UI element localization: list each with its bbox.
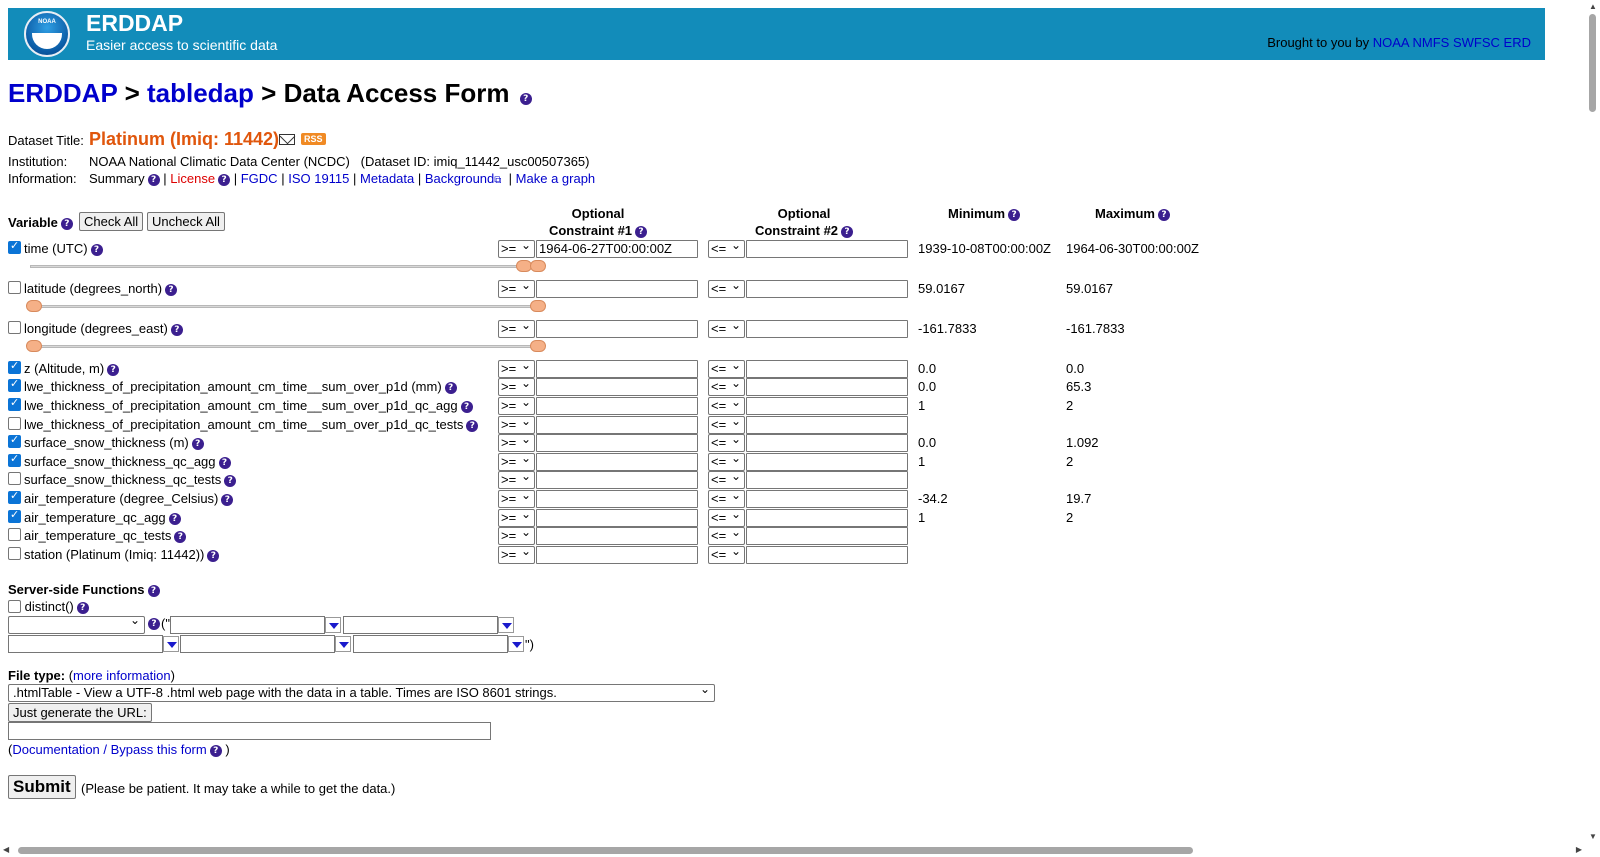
- metadata-link[interactable]: Metadata: [360, 171, 415, 186]
- help-icon[interactable]: ?: [148, 174, 160, 186]
- constraint2-operator-select[interactable]: <= ⌄: [708, 416, 745, 434]
- constraint1-operator-select[interactable]: >= ⌄: [498, 378, 535, 396]
- separator: |: [508, 171, 513, 186]
- variable-name: [24, 510, 181, 525]
- check-all-button[interactable]: Check All: [79, 212, 143, 231]
- latitude-slider[interactable]: [30, 300, 540, 312]
- variable-name-text: lwe_thickness_of_precipitation_amount_cm_time__sum_over_p1d (mm): [24, 379, 442, 394]
- slider-handle-left[interactable]: [26, 300, 42, 312]
- constraint2-header: [744, 205, 864, 239]
- logo-text: NOAA: [38, 19, 56, 25]
- generate-url-button[interactable]: Just generate the URL:: [8, 703, 152, 722]
- distinct-label: distinct(): [24, 599, 74, 614]
- variable-minimum: -34.2: [918, 491, 948, 506]
- slider-handle-right[interactable]: [530, 340, 546, 352]
- variable-name-text: air_temperature_qc_tests: [24, 528, 172, 543]
- dataset-title: Platinum (Imiq: 11442): [89, 129, 280, 149]
- help-icon[interactable]: ?: [148, 618, 160, 630]
- license-link[interactable]: License: [170, 171, 216, 186]
- variable-row: [8, 490, 1248, 508]
- open-paren: (": [161, 616, 170, 631]
- variable-row: [8, 360, 1248, 378]
- help-icon[interactable]: ?: [192, 438, 204, 450]
- variable-maximum: 0.0: [1066, 361, 1085, 376]
- variable-name: [24, 361, 119, 376]
- constraint2-operator-select[interactable]: <= ⌄: [708, 240, 745, 258]
- constraint2-operator-select[interactable]: <= ⌄: [708, 360, 745, 378]
- variable-minimum: 0.0: [918, 435, 937, 450]
- help-icon[interactable]: ?: [107, 364, 119, 376]
- help-icon[interactable]: ?: [174, 531, 186, 543]
- variable-row: [8, 509, 1248, 527]
- slider-track: [30, 265, 540, 268]
- variable-maximum: 2: [1066, 510, 1074, 525]
- summary-label: Summary: [89, 171, 145, 186]
- constraint2-input[interactable]: [746, 453, 908, 471]
- constraint2-operator-select[interactable]: <= ⌄: [708, 434, 745, 452]
- variable-maximum: 1.092: [1066, 435, 1099, 450]
- link-erd[interactable]: ERD: [1503, 35, 1531, 50]
- fgdc-link[interactable]: FGDC: [240, 171, 278, 186]
- breadcrumb-sep: >: [124, 78, 140, 108]
- institution-name: NOAA National Climatic Data Center (NCDC): [89, 154, 350, 169]
- help-icon[interactable]: ?: [1008, 209, 1020, 221]
- constraint2-header-line2: Constraint #2: [754, 223, 839, 238]
- constraint1-input[interactable]: [536, 280, 698, 298]
- help-icon[interactable]: ?: [219, 457, 231, 469]
- function-arg-3[interactable]: [8, 635, 163, 653]
- constraint2-operator-select[interactable]: <= ⌄: [708, 509, 745, 527]
- variable-row: [8, 416, 1248, 434]
- scrollbar-thumb[interactable]: [1589, 14, 1596, 112]
- close-paren: "): [525, 637, 534, 652]
- variable-maximum: 2: [1066, 454, 1074, 469]
- constraint1-operator-select[interactable]: >= ⌄: [498, 471, 535, 489]
- app-subtitle: Easier access to scientific data: [86, 37, 278, 53]
- constraint1-operator-select[interactable]: >= ⌄: [498, 280, 535, 298]
- longitude-slider[interactable]: [30, 340, 540, 352]
- variable-name: [24, 321, 183, 336]
- help-icon[interactable]: ?: [207, 550, 219, 562]
- dropdown-arrow-icon[interactable]: [335, 636, 351, 652]
- file-type-row: File type: (more information): [8, 668, 175, 683]
- variable-row: [8, 240, 1248, 258]
- constraint1-operator-select[interactable]: >= ⌄: [498, 509, 535, 527]
- link-noaa[interactable]: NOAA: [1372, 35, 1409, 50]
- constraint2-input[interactable]: [746, 360, 908, 378]
- constraint1-input[interactable]: [536, 471, 698, 489]
- variable-name-text: lwe_thickness_of_precipitation_amount_cm_time__sum_over_p1d_qc_tests: [24, 417, 464, 432]
- variable-name-text: station (Platinum (Imiq: 11442)): [24, 547, 205, 562]
- variable-checkbox[interactable]: [8, 491, 21, 504]
- submit-button[interactable]: Submit: [8, 775, 76, 799]
- constraint2-operator-select[interactable]: <= ⌄: [708, 378, 745, 396]
- variable-checkbox[interactable]: [8, 472, 21, 485]
- constraint2-input[interactable]: [746, 527, 908, 545]
- constraint1-input[interactable]: [536, 527, 698, 545]
- minimum-header: [948, 205, 1020, 222]
- constraint1-operator-select[interactable]: >= ⌄: [498, 453, 535, 471]
- scroll-left-icon[interactable]: ◀: [3, 845, 10, 854]
- variable-minimum: 1939-10-08T00:00:00Z: [918, 241, 1051, 256]
- help-icon[interactable]: ?: [461, 401, 473, 413]
- constraint2-header-line1: Optional: [777, 206, 831, 221]
- constraint1-input[interactable]: [536, 490, 698, 508]
- constraint1-input[interactable]: [536, 378, 698, 396]
- minimum-label: Minimum: [948, 206, 1006, 221]
- app-title: ERDDAP: [86, 10, 184, 36]
- separator: |: [353, 171, 357, 186]
- variable-minimum: -161.7833: [918, 321, 977, 336]
- constraint2-operator-select[interactable]: <= ⌄: [708, 397, 745, 415]
- slider-track: [30, 305, 540, 308]
- help-icon[interactable]: ?: [841, 226, 853, 238]
- help-icon[interactable]: ?: [218, 174, 230, 186]
- information-links: [89, 171, 595, 186]
- variable-name-text: latitude (degrees_north): [24, 281, 163, 296]
- variable-minimum: 59.0167: [918, 281, 965, 296]
- institution-value: [89, 154, 590, 169]
- variable-name: [24, 281, 177, 296]
- help-icon[interactable]: ?: [221, 494, 233, 506]
- constraint1-operator-select[interactable]: >= ⌄: [498, 416, 535, 434]
- function-arg-4[interactable]: [180, 635, 335, 653]
- variable-name-text: surface_snow_thickness_qc_tests: [24, 472, 222, 487]
- function-arg-5[interactable]: [353, 635, 508, 653]
- function-select[interactable]: [8, 616, 145, 634]
- variable-minimum: 1: [918, 454, 926, 469]
- scroll-up-icon[interactable]: ▲: [1589, 2, 1597, 11]
- variable-checkbox[interactable]: [8, 241, 21, 254]
- constraint2-input[interactable]: [746, 240, 908, 258]
- constraint1-operator-select[interactable]: >= ⌄: [498, 527, 535, 545]
- variable-name-text: time (UTC): [24, 241, 88, 256]
- variable-name-text: longitude (degrees_east): [24, 321, 168, 336]
- slider-handle-right[interactable]: [530, 260, 546, 272]
- help-icon[interactable]: ?: [165, 284, 177, 296]
- rss-icon[interactable]: RSS: [301, 133, 326, 145]
- separator: |: [281, 171, 285, 186]
- uncheck-all-button[interactable]: Uncheck All: [147, 212, 225, 231]
- variable-checkbox[interactable]: [8, 398, 21, 411]
- constraint1-input[interactable]: [536, 397, 698, 415]
- variable-checkbox[interactable]: [8, 547, 21, 560]
- server-side-label: Server-side Functions: [8, 582, 145, 597]
- institution-label: Institution:: [8, 154, 68, 169]
- variable-row: [8, 453, 1248, 471]
- variable-name: [24, 491, 233, 506]
- dropdown-arrow-icon[interactable]: [163, 636, 179, 652]
- server-side-heading: [8, 582, 160, 597]
- variable-row: [8, 320, 1248, 338]
- variable-name-text: z (Altitude, m): [24, 361, 105, 376]
- constraint2-input[interactable]: [746, 378, 908, 396]
- dropdown-arrow-icon[interactable]: [508, 636, 524, 652]
- horizontal-scrollbar[interactable]: [0, 843, 1600, 857]
- patience-note: (Please be patient. It may take a while to get the data.): [81, 781, 396, 796]
- scrollbar-thumb[interactable]: [18, 847, 1193, 854]
- variable-checkbox[interactable]: [8, 379, 21, 392]
- email-icon[interactable]: [279, 134, 295, 145]
- constraint2-operator-select[interactable]: <= ⌄: [708, 280, 745, 298]
- file-type-select[interactable]: .htmlTable - View a UTF-8 .html web page with the data in a table. Times are ISO 8601 strings. ⌄: [8, 684, 715, 702]
- constraint1-input[interactable]: [536, 453, 698, 471]
- separator: |: [233, 171, 238, 186]
- variable-name-text: surface_snow_thickness_qc_agg: [24, 454, 216, 469]
- variable-name: [24, 528, 186, 543]
- slider-handle-right[interactable]: [530, 300, 546, 312]
- constraint2-input[interactable]: [746, 490, 908, 508]
- variable-name-text: surface_snow_thickness (m): [24, 435, 189, 450]
- variable-name: [24, 472, 236, 487]
- brought-to-you: [1267, 35, 1531, 50]
- separator: |: [417, 171, 422, 186]
- help-icon[interactable]: ?: [466, 420, 478, 432]
- breadcrumb-erddap[interactable]: ERDDAP: [8, 78, 118, 108]
- variable-checkbox[interactable]: [8, 435, 21, 448]
- variable-checkbox[interactable]: [8, 454, 21, 467]
- documentation-row: (Documentation / Bypass this form ? ): [8, 742, 230, 757]
- constraint2-input[interactable]: [746, 471, 908, 489]
- constraint1-operator-select[interactable]: >= ⌄: [498, 434, 535, 452]
- dataset-id: (Dataset ID: imiq_11442_usc00507365): [360, 154, 590, 169]
- scroll-down-icon[interactable]: ▼: [1589, 832, 1597, 841]
- brought-prefix: Brought to you by: [1267, 35, 1370, 50]
- constraint1-operator-select[interactable]: >= ⌄: [498, 240, 535, 258]
- noaa-logo[interactable]: [24, 11, 70, 57]
- variable-maximum: 19.7: [1066, 491, 1092, 506]
- help-icon[interactable]: ?: [520, 93, 532, 105]
- help-icon[interactable]: ?: [445, 382, 457, 394]
- variable-maximum: -161.7833: [1066, 321, 1125, 336]
- variable-header: [8, 214, 73, 231]
- variable-checkbox[interactable]: [8, 510, 21, 523]
- variable-row: [8, 397, 1248, 415]
- distinct-checkbox[interactable]: [8, 600, 21, 613]
- function-arg-1[interactable]: [170, 616, 325, 634]
- help-icon[interactable]: ?: [635, 226, 647, 238]
- variable-row: [8, 471, 1248, 489]
- constraint1-input[interactable]: [536, 434, 698, 452]
- constraint1-operator-select[interactable]: >= ⌄: [498, 397, 535, 415]
- dropdown-arrow-icon[interactable]: [325, 617, 341, 633]
- constraint2-input[interactable]: [746, 546, 908, 564]
- constraint2-operator-select[interactable]: <= ⌄: [708, 527, 745, 545]
- constraint1-input[interactable]: [536, 509, 698, 527]
- constraint1-input[interactable]: [536, 546, 698, 564]
- variable-label: Variable: [8, 215, 58, 230]
- constraint2-input[interactable]: [746, 416, 908, 434]
- variable-checkbox[interactable]: [8, 417, 21, 430]
- variable-maximum: 59.0167: [1066, 281, 1113, 296]
- constraint2-operator-select[interactable]: <= ⌄: [708, 546, 745, 564]
- constraint2-operator-select[interactable]: <= ⌄: [708, 490, 745, 508]
- slider-track: [30, 345, 540, 348]
- help-icon[interactable]: ?: [171, 324, 183, 336]
- constraint1-operator-select[interactable]: >= ⌄: [498, 360, 535, 378]
- constraint2-operator-select[interactable]: <= ⌄: [708, 320, 745, 338]
- constraint2-operator-select[interactable]: <= ⌄: [708, 471, 745, 489]
- breadcrumb: [8, 78, 532, 109]
- variable-checkbox[interactable]: [8, 361, 21, 374]
- page-title: Data Access Form: [283, 78, 510, 108]
- constraint1-operator-select[interactable]: >= ⌄: [498, 490, 535, 508]
- generated-url-field[interactable]: [8, 722, 491, 740]
- variable-row: [8, 434, 1248, 452]
- help-icon[interactable]: ?: [91, 244, 103, 256]
- constraint2-input[interactable]: [746, 320, 908, 338]
- variable-maximum: 1964-06-30T00:00:00Z: [1066, 241, 1199, 256]
- more-information-link[interactable]: more information: [73, 668, 171, 683]
- variable-row: [8, 527, 1248, 545]
- make-graph-link[interactable]: Make a graph: [515, 171, 596, 186]
- constraint1-header: [538, 205, 658, 239]
- constraint2-input[interactable]: [746, 509, 908, 527]
- constraint1-operator-select[interactable]: >= ⌄: [498, 320, 535, 338]
- variable-name: [24, 241, 103, 256]
- header-banner: [8, 8, 1545, 60]
- slider-handle-left[interactable]: [26, 340, 42, 352]
- variable-name: [24, 379, 457, 394]
- distinct-row: [8, 598, 89, 614]
- file-type-label: File type:: [8, 668, 66, 683]
- separator: |: [163, 171, 167, 186]
- variable-maximum: 65.3: [1066, 379, 1092, 394]
- help-icon[interactable]: ?: [61, 218, 73, 230]
- constraint1-input[interactable]: [536, 416, 698, 434]
- link-nmfs[interactable]: NMFS: [1412, 35, 1450, 50]
- vertical-scrollbar[interactable]: [1585, 0, 1600, 843]
- breadcrumb-tabledap[interactable]: tabledap: [146, 78, 254, 108]
- external-link-icon: ⧉: [494, 175, 502, 186]
- variable-minimum: 0.0: [918, 379, 937, 394]
- constraint1-input[interactable]: [536, 320, 698, 338]
- background-link[interactable]: Background: [424, 171, 495, 186]
- scroll-right-icon[interactable]: ▶: [1575, 845, 1582, 854]
- constraint1-header-line2: Constraint #1: [548, 223, 633, 238]
- function-arg-2[interactable]: [343, 616, 498, 634]
- dropdown-arrow-icon[interactable]: [498, 617, 514, 633]
- variable-checkbox[interactable]: [8, 528, 21, 541]
- constraint1-operator-select[interactable]: >= ⌄: [498, 546, 535, 564]
- constraint2-input[interactable]: [746, 280, 908, 298]
- constraint2-operator-select[interactable]: <= ⌄: [708, 453, 745, 471]
- variable-name-text: lwe_thickness_of_precipitation_amount_cm_time__sum_over_p1d_qc_agg: [24, 398, 458, 413]
- help-icon[interactable]: ?: [148, 585, 160, 597]
- variable-name: [24, 547, 219, 562]
- help-icon[interactable]: ?: [77, 602, 89, 614]
- variable-row: [8, 546, 1248, 564]
- variable-name: [24, 417, 478, 432]
- time-slider[interactable]: [30, 260, 540, 272]
- constraint1-header-line1: Optional: [571, 206, 625, 221]
- constraint1-input[interactable]: [536, 360, 698, 378]
- variable-minimum: 1: [918, 398, 926, 413]
- variable-checkbox[interactable]: [8, 321, 21, 334]
- help-icon[interactable]: ?: [1158, 209, 1170, 221]
- variable-maximum: 2: [1066, 398, 1074, 413]
- help-icon[interactable]: ?: [169, 513, 181, 525]
- help-icon[interactable]: ?: [224, 475, 236, 487]
- variable-minimum: 0.0: [918, 361, 937, 376]
- variable-checkbox[interactable]: [8, 281, 21, 294]
- maximum-header: [1095, 205, 1170, 222]
- dataset-title-label: Dataset Title:: [8, 133, 84, 148]
- variable-name-text: air_temperature (degree_Celsius): [24, 491, 219, 506]
- variable-name: [24, 435, 204, 450]
- maximum-label: Maximum: [1095, 206, 1155, 221]
- iso-link[interactable]: ISO 19115: [288, 171, 350, 186]
- variable-name: [24, 454, 231, 469]
- variable-minimum: 1: [918, 510, 926, 525]
- constraint2-input[interactable]: [746, 434, 908, 452]
- constraint1-input[interactable]: 1964-06-27T00:00:00Z: [536, 240, 698, 258]
- documentation-link[interactable]: Documentation / Bypass this form: [12, 742, 207, 757]
- variable-name-text: air_temperature_qc_agg: [24, 510, 166, 525]
- constraint2-input[interactable]: [746, 397, 908, 415]
- variable-row: [8, 280, 1248, 298]
- link-swfsc[interactable]: SWFSC: [1452, 35, 1500, 50]
- information-label: Information:: [8, 171, 77, 186]
- variable-name: [24, 398, 473, 413]
- help-icon[interactable]: ?: [210, 745, 222, 757]
- variable-row: [8, 378, 1248, 396]
- breadcrumb-sep: >: [261, 78, 277, 108]
